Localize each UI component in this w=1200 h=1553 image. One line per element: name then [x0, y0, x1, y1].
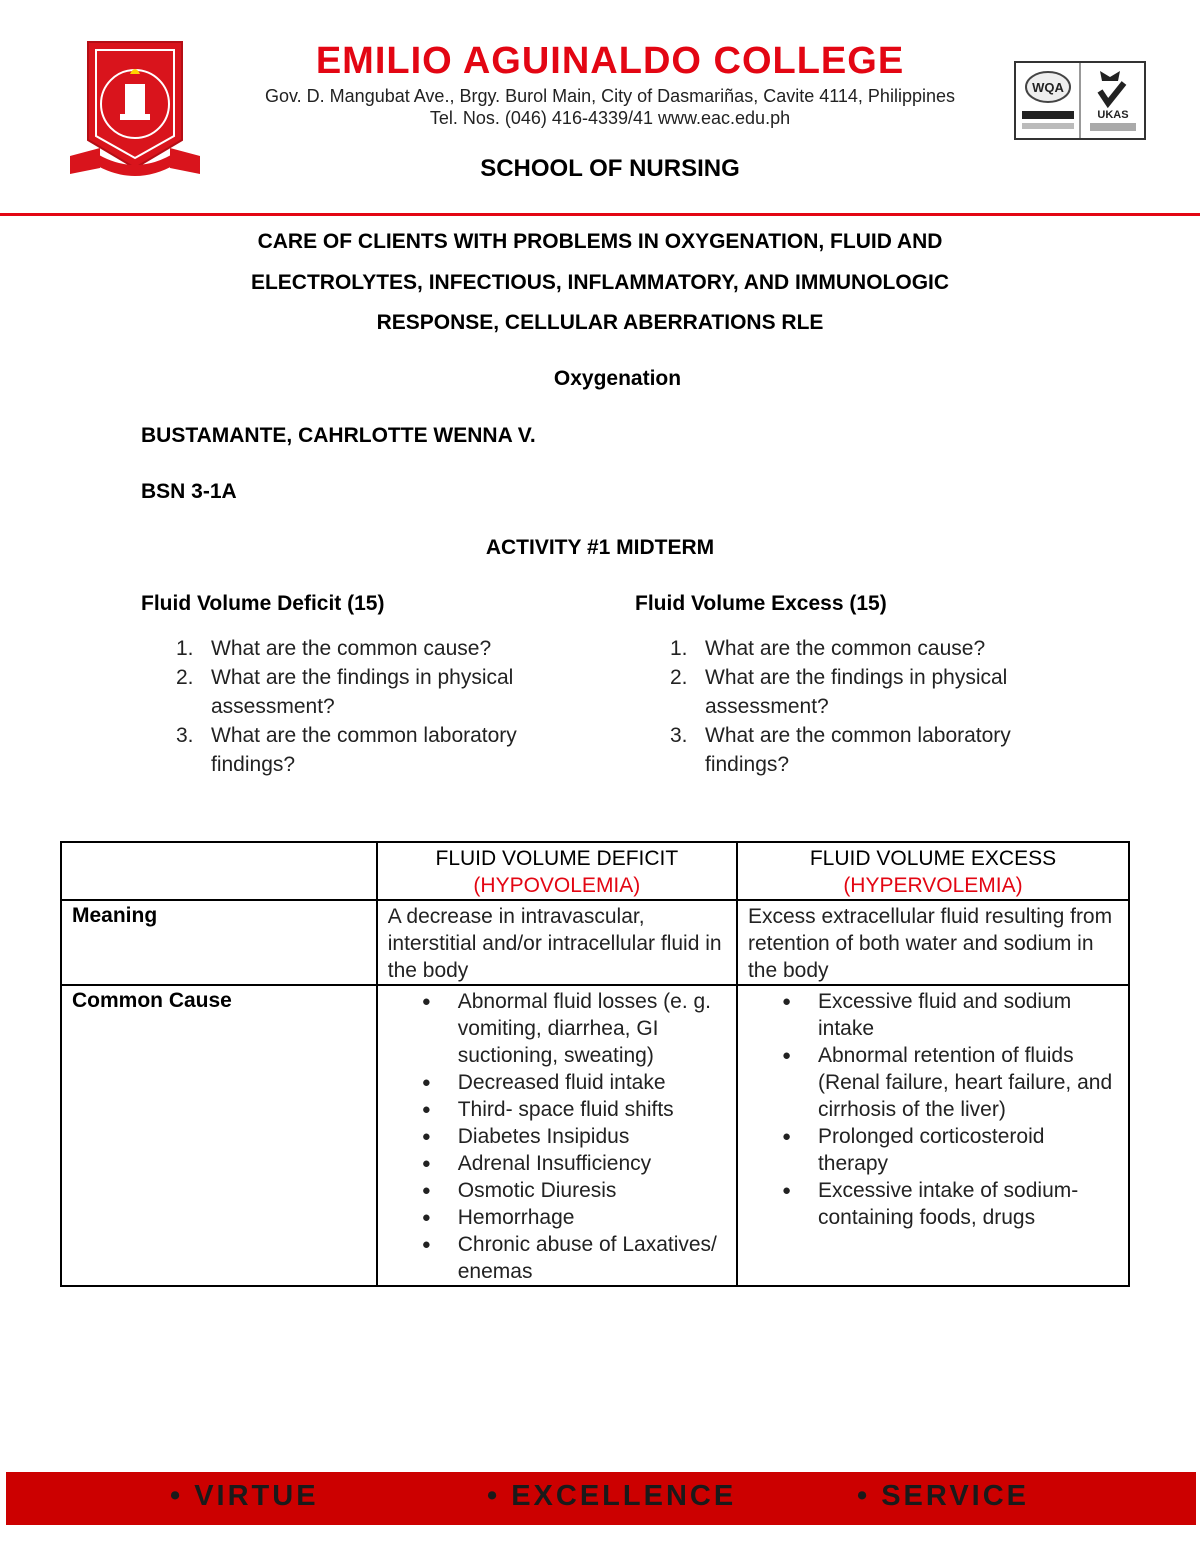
college-contact: Tel. Nos. (046) 416-4339/41 www.eac.edu.ph: [429, 108, 791, 128]
question-item: [635, 663, 1065, 721]
list-item: ● Osmotic Diuresis: [388, 1177, 726, 1204]
row-label-meaning: Meaning: [61, 900, 377, 985]
college-address: Gov. D. Mangubat Ave., Brgy. Burol Main, City of Dasmariñas, Cavite 4114, Philippines: [265, 86, 955, 106]
student-section: BSN 3-1A: [141, 480, 237, 503]
activity-title: ACTIVITY #1 MIDTERM: [485, 536, 715, 559]
question-number: 3.: [176, 724, 194, 747]
header-empty-cell: [61, 842, 377, 900]
list-item: ● Diabetes Insipidus: [388, 1123, 726, 1150]
question-text: What are the common cause?: [705, 637, 986, 660]
excess-questions-heading: Fluid Volume Excess (15): [635, 592, 887, 615]
list-item: ● Adrenal Insufficiency: [388, 1150, 726, 1177]
motto-excellence: • EXCELLENCE: [487, 1480, 737, 1512]
question-number: 1.: [670, 637, 688, 660]
list-item: ● Excessive fluid and sodium intake: [748, 988, 1118, 1042]
cause-excess-list: [748, 988, 1118, 1231]
question-text-cont: assessment?: [211, 695, 335, 718]
list-item: ● Decreased fluid intake: [388, 1069, 726, 1096]
question-item: [635, 721, 1065, 779]
header-excess-title: FLUID VOLUME EXCESS: [809, 847, 1057, 870]
question-text-cont: assessment?: [705, 695, 829, 718]
deficit-questions-heading: Fluid Volume Deficit (15): [141, 592, 385, 615]
list-item: ● Abnormal retention of fluids (Renal failure, heart failure, and cirrhosis of the liver): [748, 1042, 1118, 1123]
header-deficit-subtitle: (HYPOVOLEMIA): [473, 874, 641, 897]
table-row: [61, 985, 1129, 1286]
cause-deficit-cell: [377, 985, 737, 1286]
header-excess: [737, 842, 1129, 900]
question-item: [141, 721, 571, 779]
question-text: What are the findings in physical: [211, 666, 514, 689]
question-text: What are the common laboratory: [211, 724, 517, 747]
course-title-line-2: ELECTROLYTES, INFECTIOUS, INFLAMMATORY, AND IMMUNOLOGIC: [250, 271, 950, 294]
list-item: ● Hemorrhage: [388, 1204, 726, 1231]
row-label-common-cause: Common Cause: [61, 985, 377, 1286]
svg-text:UKAS: UKAS: [1097, 109, 1129, 121]
question-item: [635, 634, 1065, 663]
list-item: ● Third- space fluid shifts: [388, 1096, 726, 1123]
header-deficit-title: FLUID VOLUME DEFICIT: [435, 847, 679, 870]
svg-text:WQA: WQA: [1032, 80, 1064, 95]
excess-question-list: [635, 634, 1065, 779]
header-divider: [0, 213, 1200, 216]
deficit-question-list: [141, 634, 571, 779]
table-row: [61, 900, 1129, 985]
motto-virtue: • VIRTUE: [170, 1480, 319, 1512]
question-item: [141, 634, 571, 663]
cause-excess-cell: [737, 985, 1129, 1286]
question-number: 2.: [670, 666, 688, 689]
question-text: What are the common cause?: [211, 637, 492, 660]
question-item: [141, 663, 571, 721]
header-excess-subtitle: (HYPERVOLEMIA): [843, 874, 1023, 897]
college-name: EMILIO AGUINALDO COLLEGE: [315, 40, 905, 82]
school-name: SCHOOL OF NURSING: [480, 155, 740, 182]
list-item: ● Excessive intake of sodium-containing foods, drugs: [748, 1177, 1118, 1231]
course-title-line-1: CARE OF CLIENTS WITH PROBLEMS IN OXYGENATION, FLUID AND: [257, 230, 943, 253]
list-item: ● Prolonged corticosteroid therapy: [748, 1123, 1118, 1177]
table-header-row: [61, 842, 1129, 900]
meaning-excess: Excess extracellular fluid resulting from retention of both water and sodium in the body: [737, 900, 1129, 985]
question-number: 3.: [670, 724, 688, 747]
question-number: 2.: [176, 666, 194, 689]
certification-logo: [1014, 61, 1146, 140]
question-text: What are the common laboratory: [705, 724, 1011, 747]
course-title-line-3: RESPONSE, CELLULAR ABERRATIONS RLE: [376, 311, 824, 334]
cause-deficit-list: [388, 988, 726, 1285]
question-number: 1.: [176, 637, 194, 660]
meaning-deficit: A decrease in intravascular, interstitial and/or intracellular fluid in the body: [377, 900, 737, 985]
student-name: BUSTAMANTE, CAHRLOTTE WENNA V.: [141, 424, 536, 447]
question-text-cont: findings?: [705, 753, 790, 776]
topic-heading: Oxygenation: [553, 367, 682, 390]
question-text-cont: findings?: [211, 753, 296, 776]
motto-service: • SERVICE: [857, 1480, 1029, 1512]
list-item: ● Chronic abuse of Laxatives/ enemas: [388, 1231, 726, 1285]
question-text: What are the findings in physical: [705, 666, 1008, 689]
comparison-table: [60, 841, 1130, 1287]
header-deficit: [377, 842, 737, 900]
list-item: ● Abnormal fluid losses (e. g. vomiting, diarrhea, GI suctioning, sweating): [388, 988, 726, 1069]
excess-questions: [635, 592, 1065, 779]
deficit-questions: [141, 592, 571, 779]
